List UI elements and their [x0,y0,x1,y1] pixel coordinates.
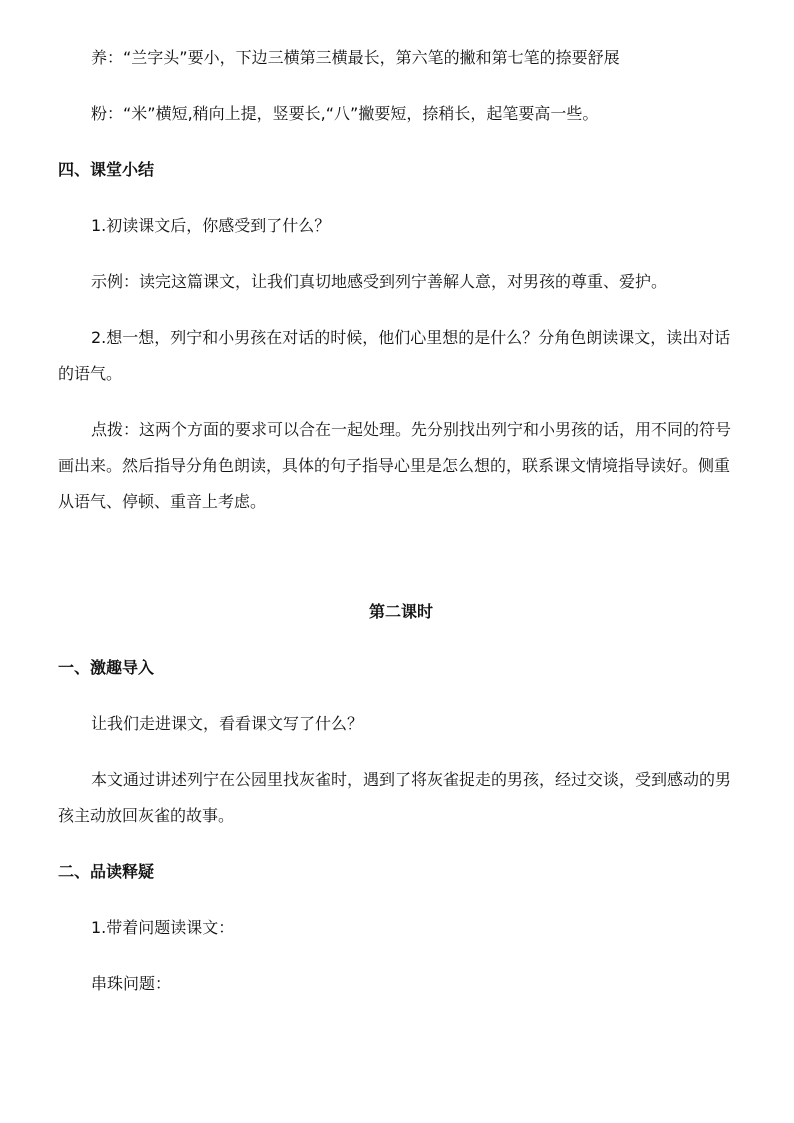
chain-questions-label: 串珠问题： [91,974,172,993]
paragraph-yang-stroke-guide: 养：“兰字头”要小，下边三横第三横最长，第六笔的撇和第七笔的捺要舒展 [91,48,620,67]
section-heading-intro: 一、激趣导入 [58,658,155,677]
section-heading-reading: 二、品读释疑 [58,862,155,881]
intro-question: 让我们走进课文，看看课文写了什么？ [91,714,364,733]
reading-step-1: 1.带着问题读课文： [91,918,235,937]
story-summary: 本文通过讲述列宁在公园里找灰雀时，遇到了将灰雀捉走的男孩，经过交谈，受到感动的男孩主动放回灰雀的故事。 [58,770,732,825]
section-heading-summary: 四、课堂小结 [58,160,155,179]
question-2: 2.想一想，列宁和小男孩在对话的时候，他们心里想的是什么？分角色朗读课文，读出对话的语气。 [58,328,731,383]
teaching-tip: 点拨：这两个方面的要求可以合在一起处理。先分别找出列宁和小男孩的话，用不同的符号画出来。然后指导分角色朗读，具体的句子指导心里是怎么想的，联系课文情境指导读好。侧重从语气、停顿、重音上考虑。 [58,420,732,511]
question-1: 1.初读课文后，你感受到了什么？ [91,216,331,235]
document-page [58,40,744,1002]
paragraph-fen-stroke-guide: 粉：“米”横短,稍向上提，竖要长,“八”撇要短，捺稍长，起笔要高一些。 [91,104,599,123]
answer-example: 示例：读完这篇课文，让我们真切地感受到列宁善解人意，对男孩的尊重、爱护。 [91,272,668,291]
lesson-title: 第二课时 [368,602,433,621]
